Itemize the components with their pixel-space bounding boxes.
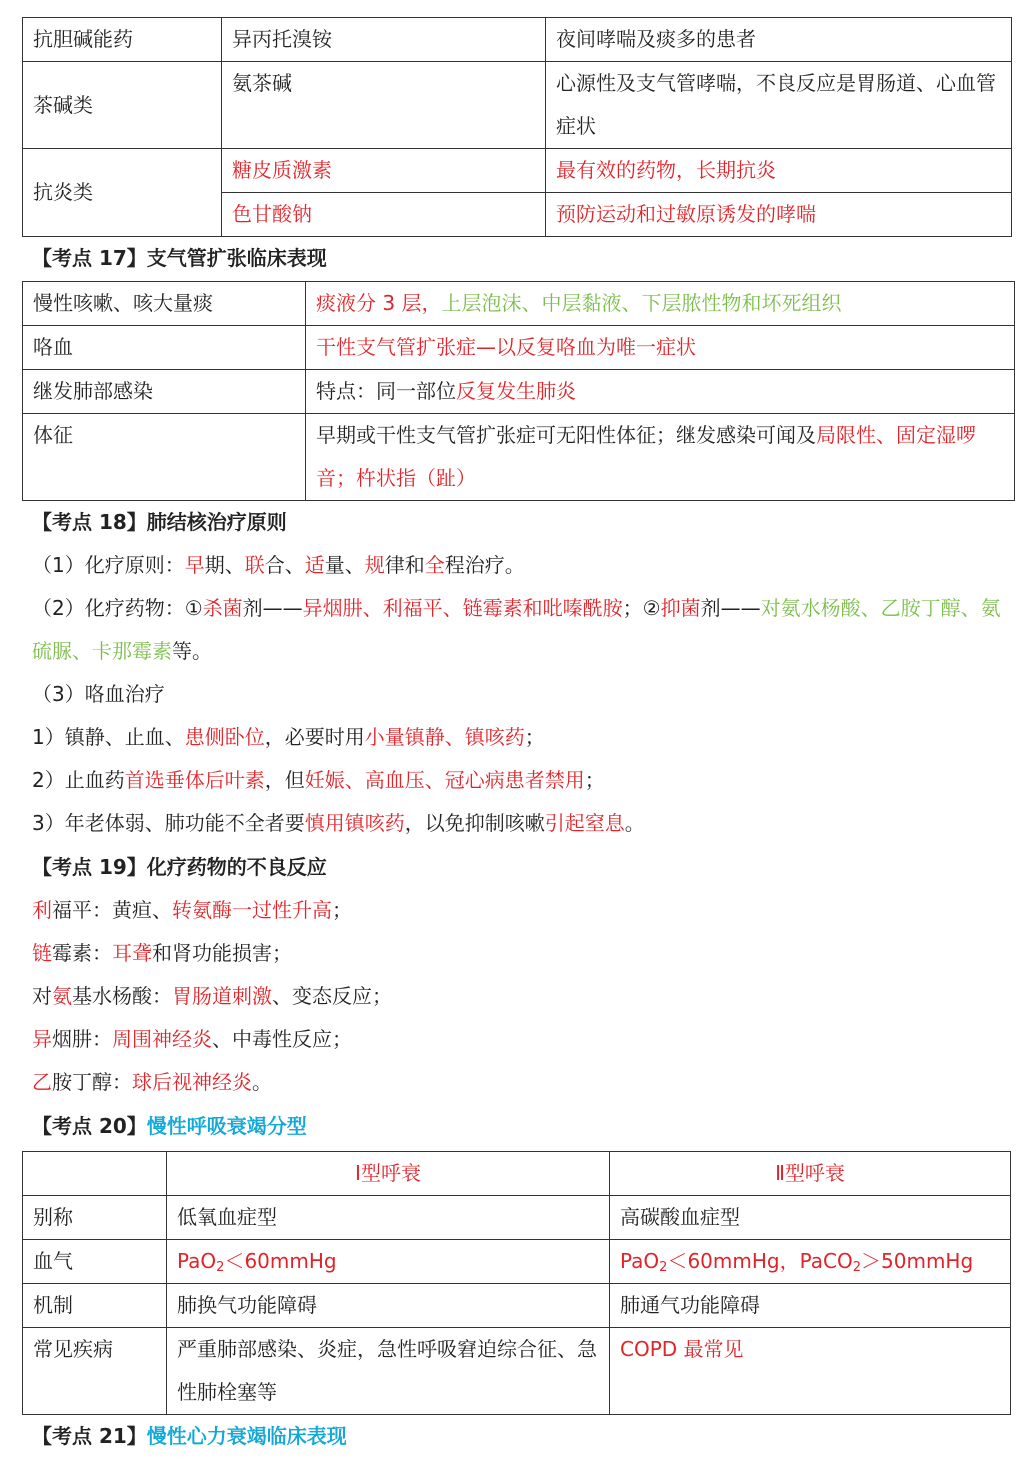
- table-cell: 咯血: [23, 326, 306, 370]
- paragraph: 1）镇静、止血、患侧卧位，必要时用小量镇静、镇咳药；: [32, 725, 545, 749]
- paragraph: （1）化疗原则：早期、联合、适量、规律和全程治疗。: [32, 553, 525, 577]
- table-cell: 茶碱类: [23, 62, 222, 149]
- table-cell: 早期或干性支气管扩张症可无阳性体征；继发感染可闻及局限性、固定湿啰音；杵状指（趾）: [306, 414, 1015, 501]
- table-header-row: [23, 1152, 1011, 1196]
- table-cell: 常见疾病: [23, 1328, 167, 1415]
- table-cell: 低氧血症型: [167, 1196, 610, 1240]
- paragraph: 3）年老体弱、肺功能不全者要慎用镇咳药，以免抑制咳嗽引起窒息。: [32, 811, 645, 835]
- table-cell: 预防运动和过敏原诱发的哮喘: [546, 193, 1012, 237]
- table-cell: 血气: [23, 1240, 167, 1284]
- table-row: [23, 18, 1012, 62]
- bronchiectasis-table: [22, 281, 1015, 501]
- table-header-cell: Ⅰ型呼衰: [167, 1152, 610, 1196]
- table-header-cell: [23, 1152, 167, 1196]
- table-cell: 痰液分 3 层，上层泡沫、中层黏液、下层脓性物和坏死组织: [306, 282, 1015, 326]
- table-row: [23, 1284, 1011, 1328]
- table-cell: PaO$_2$＜60mmHg: [167, 1240, 610, 1284]
- table-row: [23, 149, 1012, 193]
- table-row: [23, 282, 1015, 326]
- table-cell: 别称: [23, 1196, 167, 1240]
- table-cell: 糖皮质激素: [222, 149, 546, 193]
- table-cell: 心源性及支气管哮喘，不良反应是胃肠道、心血管症状: [546, 62, 1012, 149]
- table-cell: 干性支气管扩张症—以反复咯血为唯一症状: [306, 326, 1015, 370]
- section-heading-kp19: 【考点 19】化疗药物的不良反应: [32, 855, 327, 879]
- paragraph: （2）化疗药物：①杀菌剂——异烟肼、利福平、链霉素和吡嗪酰胺；②抑菌剂——对氨水杨酸、乙胺丁醇、氨硫脲、卡那霉素等。: [32, 596, 1001, 663]
- table-cell: 氨茶碱: [222, 62, 546, 149]
- table-row: [23, 414, 1015, 501]
- table-cell: COPD 最常见: [610, 1328, 1011, 1415]
- table-cell: 异丙托溴铵: [222, 18, 546, 62]
- list-item: 对氨基水杨酸：胃肠道刺激、变态反应；: [32, 984, 392, 1008]
- section-heading-kp18: 【考点 18】肺结核治疗原则: [32, 510, 287, 534]
- list-item: 链霉素：耳聋和肾功能损害；: [32, 941, 292, 965]
- paragraph: 2）止血药首选垂体后叶素，但妊娠、高血压、冠心病患者禁用；: [32, 768, 605, 792]
- table-cell: 体征: [23, 414, 306, 501]
- table-cell: 慢性咳嗽、咳大量痰: [23, 282, 306, 326]
- table-cell: 肺换气功能障碍: [167, 1284, 610, 1328]
- list-item: 乙胺丁醇：球后视神经炎。: [32, 1070, 272, 1094]
- table-row: [23, 1240, 1011, 1284]
- table-cell: 肺通气功能障碍: [610, 1284, 1011, 1328]
- section-heading-kp20: 【考点 20】慢性呼吸衰竭分型: [32, 1114, 307, 1138]
- table-row: [23, 1328, 1011, 1415]
- list-item: 异烟肼：周围神经炎、中毒性反应；: [32, 1027, 352, 1051]
- table-row: [23, 1196, 1011, 1240]
- table-cell: 严重肺部感染、炎症，急性呼吸窘迫综合征、急性肺栓塞等: [167, 1328, 610, 1415]
- table-cell: 抗炎类: [23, 149, 222, 237]
- table-cell: 特点：同一部位反复发生肺炎: [306, 370, 1015, 414]
- table-cell: 机制: [23, 1284, 167, 1328]
- table-cell: PaO$_2$＜60mmHg，PaCO$_2$＞50mmHg: [610, 1240, 1011, 1284]
- table-cell: 继发肺部感染: [23, 370, 306, 414]
- paragraph: （3）咯血治疗: [32, 682, 165, 706]
- table-cell: 抗胆碱能药: [23, 18, 222, 62]
- table-header-cell: Ⅱ型呼衰: [610, 1152, 1011, 1196]
- table-row: [23, 370, 1015, 414]
- table-row: [23, 326, 1015, 370]
- table-cell: 高碳酸血症型: [610, 1196, 1011, 1240]
- table-cell: 夜间哮喘及痰多的患者: [546, 18, 1012, 62]
- section-heading-kp17: 【考点 17】支气管扩张临床表现: [32, 246, 327, 270]
- table-row: [23, 62, 1012, 149]
- list-item: 利福平：黄疸、转氨酶一过性升高；: [32, 898, 352, 922]
- drug-table: [22, 17, 1012, 237]
- table-cell: 最有效的药物，长期抗炎: [546, 149, 1012, 193]
- respiratory-failure-table: [22, 1151, 1011, 1415]
- table-cell: 色甘酸钠: [222, 193, 546, 237]
- section-heading-kp21: 【考点 21】慢性心力衰竭临床表现: [32, 1424, 347, 1448]
